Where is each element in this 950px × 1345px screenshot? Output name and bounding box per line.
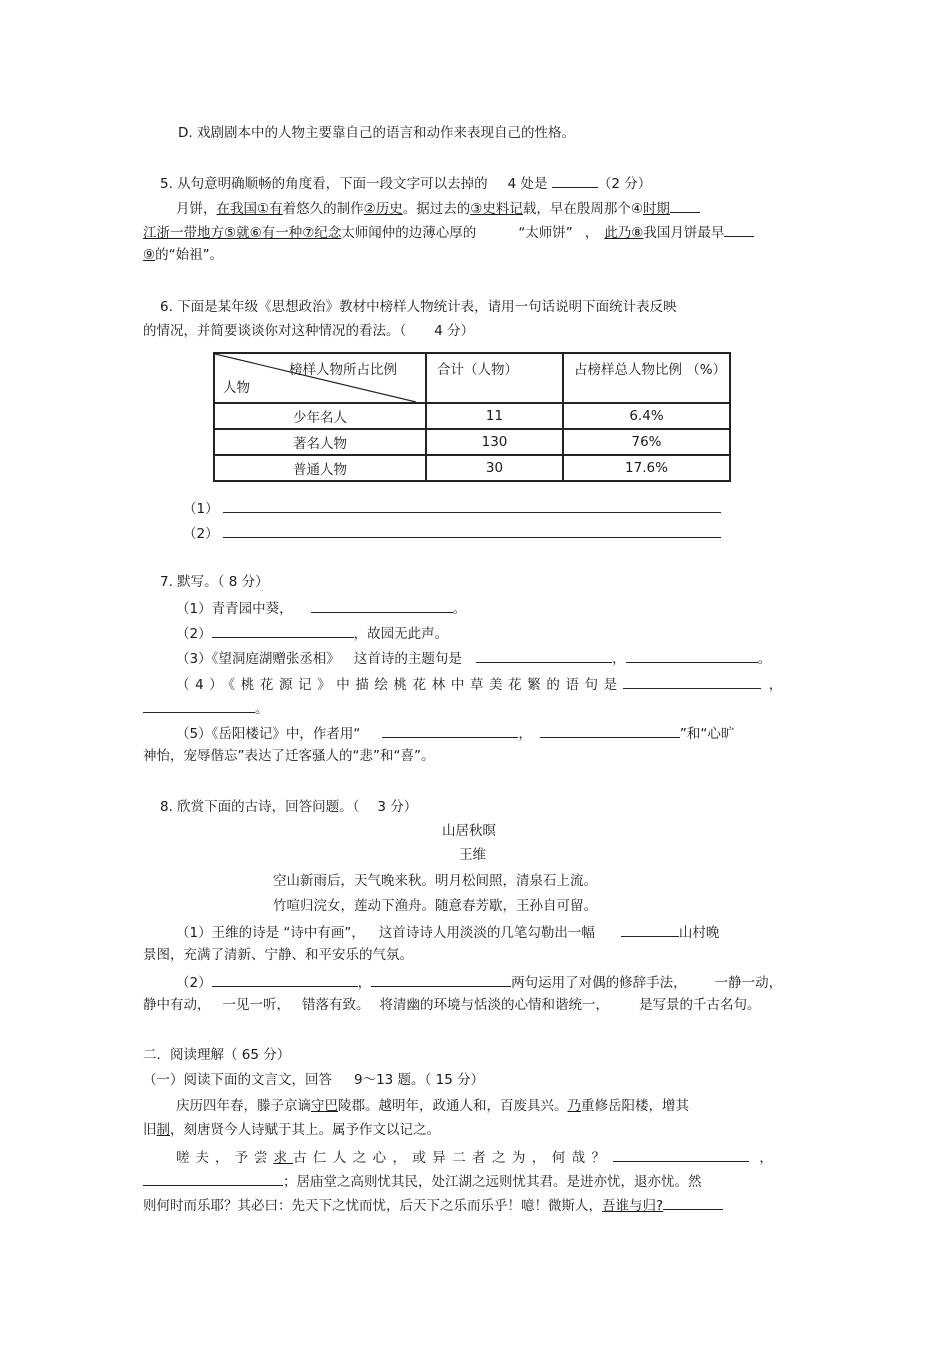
q8-title: 8. 欣赏下面的古诗，回答问题。（ 3 分） bbox=[160, 799, 418, 815]
q7-item-3: （3）《望洞庭湖赠张丞相》 这首诗的主题句是 ， 。 bbox=[176, 648, 771, 668]
q7-3-blank-a[interactable] bbox=[476, 648, 612, 663]
row-name: 少年名人 bbox=[214, 403, 426, 429]
q7-item-4: （4）《桃花源记》中描绘桃花林中草美花繁的语句是 ， bbox=[176, 674, 810, 694]
q8-answer-2-cont: 静中有动， 一见一听， 错落有致。 将清幽的环境与恬淡的心情和谐统一， 是写景的千古名句。 bbox=[143, 997, 761, 1013]
table-row bbox=[214, 455, 730, 481]
row-percent: 6.4% bbox=[563, 403, 730, 429]
q6-stem-line-1: 6. 下面是某年级《思想政治》教材中榜样人物统计表，请用一句话说明下面统计表反映 bbox=[160, 299, 677, 315]
q7-item-1: （1）青青园中葵， 。 bbox=[176, 598, 466, 618]
statistics-table bbox=[213, 352, 731, 482]
q6-answer-1-blank[interactable] bbox=[223, 498, 721, 513]
part2-title: 二．阅读理解（ 65 分） bbox=[143, 1047, 291, 1063]
q7-3-blank-b[interactable] bbox=[626, 648, 758, 663]
q5-text-line-1: 月饼，在我国①有着悠久的制作②历史。据过去的③史料记载，早在殷周那个④时期 bbox=[176, 198, 700, 218]
table-header-percent: 占榜样总人物比例 （%） bbox=[563, 353, 730, 403]
q7-4-blank-b[interactable] bbox=[143, 698, 255, 713]
passage-blank-b[interactable] bbox=[143, 1171, 283, 1186]
passage-para-1-line-1: 庆历四年春，滕子京谪守巴陵郡。越明年，政通人和，百废具兴。乃重修岳阳楼，增其 bbox=[176, 1098, 689, 1114]
passage-blank-a[interactable] bbox=[613, 1147, 749, 1162]
row-name: 著名人物 bbox=[214, 429, 426, 455]
table-row bbox=[214, 429, 730, 455]
q5-text-line-3: ⑨的“始祖”。 bbox=[143, 247, 224, 263]
q7-5-blank-b[interactable] bbox=[540, 723, 680, 738]
passage-para-2-line-3: 则何时而乐耶？其必曰：先天下之忧而忧，后天下之乐而乐乎！噫！微斯人，吾谁与归? bbox=[143, 1195, 723, 1215]
q7-item-2: （2） ，故园无此声。 bbox=[176, 623, 448, 643]
q7-item-5-cont: 神怡，宠辱偕忘”表达了迁客骚人的“悲”和“喜”。 bbox=[143, 748, 435, 764]
q8-answer-1: （1）王维的诗是 “诗中有画”， 这首诗诗人用淡淡的几笔勾勒出一幅 山村晚 bbox=[176, 922, 719, 942]
q5-stem: 5. 从句意明确顺畅的角度看，下面一段文字可以去掉的 4 处是 （2 分） bbox=[160, 173, 651, 193]
row-count: 130 bbox=[426, 429, 563, 455]
row-count: 11 bbox=[426, 403, 563, 429]
q5-text-line-2: 江浙一带地方⑤就⑥有一种⑦纪念太师闻仲的边薄心厚的 “太师饼” ， 此乃⑧我国月饼最早 bbox=[143, 222, 754, 242]
q6-stem-line-2: 的情况，并简要谈谈你对这种情况的看法。（ 4 分） bbox=[143, 323, 475, 339]
row-count: 30 bbox=[426, 455, 563, 481]
row-name: 普通人物 bbox=[214, 455, 426, 481]
table-header-count: 合计（人物） bbox=[426, 353, 563, 403]
q6-answer-2-blank[interactable] bbox=[223, 523, 721, 538]
poem-line-2: 竹喧归浣女，莲动下渔舟。随意春芳歇，王孙自可留。 bbox=[273, 898, 597, 914]
table-row bbox=[214, 403, 730, 429]
row-percent: 17.6% bbox=[563, 455, 730, 481]
poem-title: 山居秋暝 bbox=[442, 823, 496, 839]
passage-para-2-line-1: 嗟夫，予尝求古仁人之心，或异二者之为，何哉？ ， bbox=[176, 1147, 773, 1167]
q7-4-blank-a[interactable] bbox=[623, 674, 761, 689]
q4-option-d: D. 戏剧剧本中的人物主要靠自己的语言和动作来表现自己的性格。 bbox=[178, 125, 575, 141]
q7-2-blank[interactable] bbox=[212, 623, 354, 638]
q6-answer-2: （2） bbox=[183, 523, 721, 543]
passage-para-1-line-2: 旧制，刻唐贤今人诗赋于其上。属予作文以记之。 bbox=[143, 1122, 440, 1138]
q8-2-blank-b[interactable] bbox=[371, 972, 511, 987]
q8-answer-1-cont: 景图，充满了清新、宁静、和平安乐的气氛。 bbox=[143, 947, 413, 963]
q5-answer-blank[interactable] bbox=[552, 173, 598, 188]
q6-answer-1: （1） bbox=[183, 498, 721, 518]
poem-author: 王维 bbox=[459, 847, 486, 863]
poem-line-1: 空山新雨后，天气晚来秋。明月松间照，清泉石上流。 bbox=[273, 873, 597, 889]
header-diag-top: 榜样人物所占比例 bbox=[289, 362, 397, 378]
header-diag-bottom: 人物 bbox=[223, 380, 250, 396]
q7-5-blank-a[interactable] bbox=[382, 723, 518, 738]
table-header-diagonal-cell bbox=[214, 353, 426, 403]
passage-para-2-line-2: ；居庙堂之高则忧其民，处江湖之远则忧其君。是进亦忧，退亦忧。然 bbox=[143, 1171, 702, 1191]
row-percent: 76% bbox=[563, 429, 730, 455]
q7-1-blank[interactable] bbox=[311, 598, 453, 613]
q7-title: 7. 默写。（ 8 分） bbox=[160, 574, 269, 590]
q8-2-blank-a[interactable] bbox=[212, 972, 358, 987]
q7-item-4-cont: 。 bbox=[143, 698, 269, 718]
q8-answer-2: （2） ， 两句运用了对偶的修辞手法， 一静一动， bbox=[176, 972, 782, 992]
q7-item-5: （5）《岳阳楼记》中，作者用“ ， ”和“心旷 bbox=[176, 723, 734, 743]
q8-1-blank[interactable] bbox=[621, 922, 679, 937]
part2-subtitle: （一）阅读下面的文言文，回答 9～13 题。（ 15 分） bbox=[143, 1072, 485, 1088]
